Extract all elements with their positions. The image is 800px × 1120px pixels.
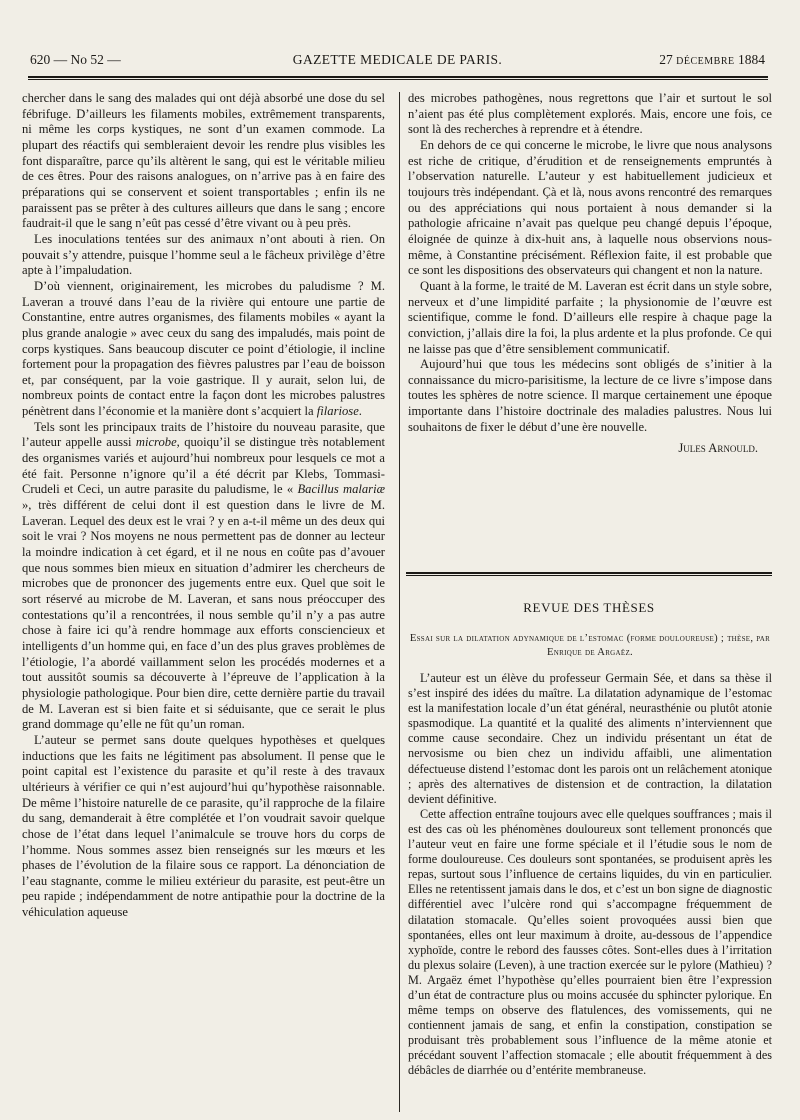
- right-column: [408, 91, 772, 457]
- paragraph: chercher dans le sang des malades qui ont déjà absorbé une dose du sel fébrifuge. D’ailleurs les filaments mobiles, extrêmement transparents, ni même les corps kystiques, ne sont d’un examen commode. La plupart des réactifs qui sembleraient devoir les rendre plus visibles les font disparaître, parce qu’ils altèrent le sang, qui est le véritable milieu de ces êtres. Pour des raisons analogues, on n’arrive pas à en faire des préparations qui se conservent et soient transportables ; enfin ils ne paraissent pas se prêter à des cultures ailleurs que dans le sang ; encore faudrait-il que le sang n’eût pas cessé d’être vivant ou à peu près.: [22, 91, 385, 231]
- review-column: [408, 671, 772, 1079]
- paragraph: des microbes pathogènes, nous regrettons que l’air et surtout le sol n’aient pas été plus complètement explorés. Mais, encore une fois, ce sont là des recherches à reprendre et à étendre.: [408, 91, 772, 137]
- issue-date: [659, 52, 765, 68]
- paragraph: L’auteur est un élève du professeur Germain Sée, et dans sa thèse il s’est inspiré des idées du maître. La dilatation adynamique de l’estomac est la manifestation locale d’un état général, neurasthénie ou plutôt atonie spasmodique. La quantité et la qualité des aliments n’interviennent que comme cause secondaire. Chez un individu présentant un état de nervosisme ou bien chez un individu affaibli, une alimentation défectueuse distend l’estomac dont les parois ont un relâchement atonique ; après des alternatives de distension et de contraction, la dilatation devient définitive.: [408, 671, 772, 806]
- italic-term: filariose: [316, 404, 359, 419]
- date-month: DÉCEMBRE: [676, 56, 735, 67]
- text-run: Tels sont les principaux traits de l’histoire du nouveau parasite, que l’auteur appelle aussi: [22, 419, 385, 450]
- left-column: [22, 91, 385, 921]
- paragraph: Aujourd’hui que tous les médecins sont obligés de s’initier à la connaissance du micro-parisitisme, la lecture de ce livre s’impose dans toutes les sphères de notre science. Il marque certainement une époque importante dans l’histoire doctrinale des maladies palustres. Nous lui souhaitons de fixer le début d’une ère nouvelle.: [408, 357, 772, 434]
- paragraph: Les inoculations tentées sur des animaux n’ont abouti à rien. On pouvait s’y attendre, puisque l’homme seul a le fâcheux privilège d’être apte à l’impaludation.: [22, 231, 385, 278]
- date-day: 27: [659, 52, 673, 67]
- paragraph: [22, 420, 385, 733]
- italic-term: microbe: [135, 435, 177, 450]
- page-number: 620 — No 52 —: [30, 52, 121, 67]
- date-year: 1884: [738, 52, 765, 67]
- section-heading: REVUE DES THÈSES: [523, 600, 655, 615]
- text-run: .: [358, 404, 362, 419]
- journal-title: GAZETTE MEDICALE DE PARIS.: [292, 52, 503, 67]
- paragraph: En dehors de ce qui concerne le microbe, le livre que nous analysons est riche de critique, d’érudition et de renseignements empruntés à l’observation naturelle. L’auteur y est habituellement judicieux et toujours très indépendant. Çà et là, nous avons rencontré des remarques ou des appréciations qui nous portaient à nous demander si la pathologie africaine n’avait pas quelque peu changé depuis l’époque, éloignée de quinze à dix-huit ans, à laquelle nous observions nous-même, à Constantine précisément. Réflexion faite, il est probable que ce sont les dispositions des observateurs qui changent et non la nature.: [408, 137, 772, 278]
- paragraph: Quant à la forme, le traité de M. Laveran est écrit dans un style sobre, nerveux et d’une limpidité parfaite ; la physionomie de l’œuvre est scientifique, comme le fond. D’ailleurs elle respire à chaque page la conviction, j’allais dire la foi, la plus ardente et la plus profonde. Ce qui ne laisse pas que d’être sensiblement communicatif.: [408, 278, 772, 356]
- running-header: [30, 52, 765, 76]
- header-rule: [28, 76, 768, 80]
- paragraph: L’auteur se permet sans doute quelques hypothèses et quelques inductions que les faits ne légitiment pas absolument. Il pense que le point capital est l’existence du parasite et qu’il reste à des travaux ultérieurs à vérifier ce qui n’est aujourd’hui qu’hypothèse raisonnable. De même l’histoire naturelle de ce parasite, qu’il rapproche de la filaire du sang, demanderait à être complétée et l’on voudrait savoir quelque chose de l’état dans lequel l’animalcule se trouve hors du corps de l’homme. Nous sommes assez bien renseignés sur les mœurs et les phases de l’évolution de la filaire sous ce rapport. La dénonciation de l’eau stagnante, comme le milieu extérieur du parasite, est peut-être un peu rapide ; indépendamment de notre antipathie pour la doctrine de la véhiculation aqueuse: [22, 732, 385, 920]
- section-rule: [406, 572, 772, 576]
- text-run: D’où viennent, originairement, les microbes du paludisme ? M. Laveran a trouvé dans l’eau de la rivière qui entoure une partie de Constantine, entre autres organismes, des filaments mobiles « ayant la plus grande analogie » avec ceux du sang des impaludés, mais point de corps kystiques. Sans beaucoup discuter ce point d’étiologie, il incline fortement pour la propagation des fièvres palustres par l’eau de boisson et, par conséquent, par la voie gastrique. Il y aurait, selon lui, de nombreux points de contact entre la façon dont les microbes palustres pénètrent dans l’économie et la manière dont s’acquiert la: [22, 278, 385, 419]
- column-divider: [399, 92, 400, 1112]
- text-run: », très différent de celui dont il est question dans le livre de M. Laveran. Lequel des deux est le vrai ? y en a-t-il même un des deux qui soit le vrai ? Nos moyens ne nous permettent pas de donner au lecteur la moindre indication à cet égard, et il ne nous en coûte pas d’avouer que nous sommes bien mieux en situation d’admirer les chercheurs de microbes que de prononcer des jugements entre eux. Quel que soit le sort réservé au microbe de M. Laveran, et sans nous préoccuper des contestations qu’il a rencontrées, il nous semble qu’il n’y a pas autre chose à faire ici qu’à rendre hommage aux efforts consciencieux et intelligents d’un homme qui, en face d’un des plus graves problèmes de l’étiologie, l’a abordé vaillamment selon les procédés modernes et a tout aussitôt soumis sa découverte à l’épreuve de l’application à la physiologie pathologique. Pour bien dire, cette dernière partie du travail de M. Laveran est si bien faite et si séduisante, que ce serait le plus grand dommage qu’elle ne fût qu’un roman.: [22, 498, 385, 732]
- paragraph: [22, 279, 385, 420]
- paragraph: Cette affection entraîne toujours avec elle quelques souffrances ; mais il est des cas où les phénomènes douloureux sont tellement prononcés que l’auteur veut en faire une forme spéciale et il l’étudie sous le nom de forme douloureuse. Ces douleurs sont spontanées, se produisent après les repas, surtout sous l’influence de certains liquides, du vin en particulier. Elles ne retentissent jamais dans le dos, et c’est un bon signe de diagnostic différentiel avec l’ulcère rond qui s’accompagne fréquemment de dilatation stomacale. Qu’elles soient provoquées aussi bien que spontanées, elles ont leur maximum à droite, au-dessous de l’appendice xyphoïde, contre le rebord des fausses côtes. Sont-elles dues à l’irritation du plexus solaire (Leven), à une traction exercée sur le pylore (Mathieu) ? M. Argaëz émet l’hypothèse qu’elles pourraient bien être l’expression d’un état de contracture plus ou moins accusée du sphincter pylorique. En même temps on observe des flatulences, des vomissements, qui ne contiennent jamais de sang, et enfin la constipation, constipation se produisant très probablement sous l’influence de la même atonie et précédant souvent l’affection stomacale ; elle aboutit fréquemment à des débâcles de diarrhée ou d’entérite membraneuse.: [408, 806, 772, 1078]
- italic-term: Bacillus malariæ: [297, 482, 385, 497]
- text-run: , quoiqu’il se distingue très notablement des organismes variés et aujourd’hui nombreux pour lesquels ce mot a été fait. Personne n’ignore qu’il a été décrit par Klebs, Tommasi-Crudeli et Ceci, un autre parasite du paludisme, le «: [22, 435, 385, 497]
- author-signature: Jules Arnould.: [678, 441, 758, 456]
- article-title: Essai sur la dilatation adynamique de l’estomac (forme douloureuse) ; thèse, par Enrique de Argaëz.: [409, 633, 771, 658]
